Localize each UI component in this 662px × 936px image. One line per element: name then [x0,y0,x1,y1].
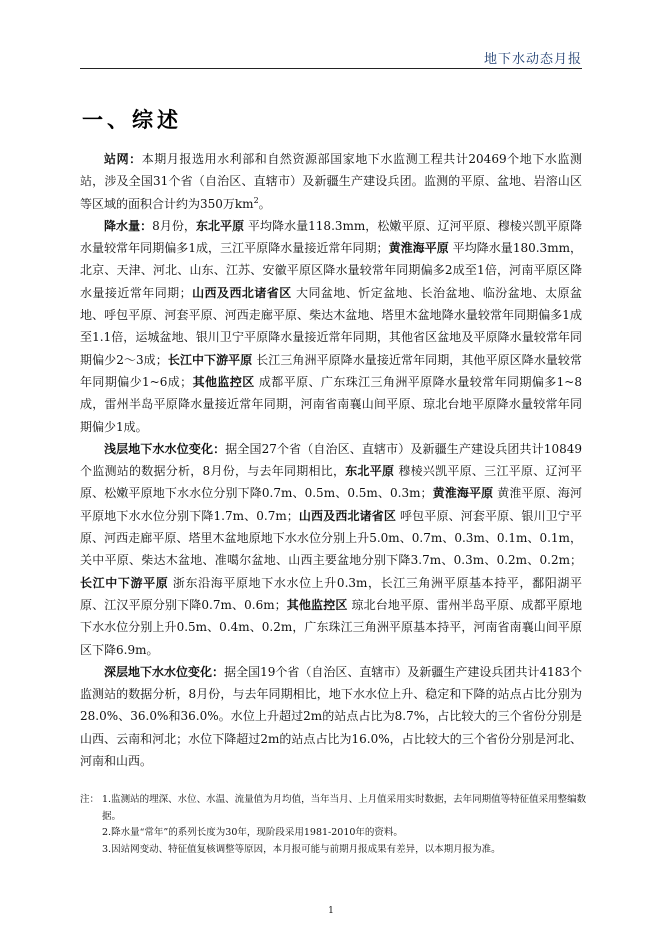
footnote-item [80,792,590,825]
region-label: 黄淮海平原 [388,241,449,256]
section-title: 一、综述 [82,108,182,132]
network-text: 本期月报选用水利部和自然资源部国家地下水监测工程共计20469个地下水监测站，涉及全国31个省（自治区、直辖市）及新疆生产建设兵团。监测的平原、盆地、岩溶山区等区域的面积合计约为350万km [80,152,582,211]
region-label: 东北平原 [345,464,395,479]
region-label: 其他监控区 [192,374,255,389]
region-label: 黄淮海平原 [432,486,494,501]
footnote-text: 2.降水量“常年”的系列长度为30年，现阶段采用1981-2010年的资料。 [102,827,403,839]
deep-text: 据全国19个省（自治区、直辖市）及新疆生产建设兵团共计4183个监测站的数据分析，8月份，与去年同期相比，地下水水位上升、稳定和下降的站点占比分别为28.0%、36.0%和36.0%。水位上升超过2m的站点占比为8.7%，占比较大的三个省份分别是山西、云南和河北；水位下降超过2m的站点占比为16.0%，占比较大的三个省份分别是河北、河南和山西。 [80,664,582,769]
footnote-item [80,842,590,859]
region-label: 长江中下游平原 [167,352,253,367]
superscript: 2 [253,195,259,205]
precip-text-3: 平均降水量180.3mm，北京、天津、河北、山东、江苏、安徽平原区降水量较常年同期偏多2成至1倍，河南平原区降水量接近常年同期； [80,241,582,300]
region-label: 其他监控区 [286,597,348,612]
header-rule [80,68,582,69]
lead-deep: 深层地下水水位变化： [104,664,225,679]
lead-network: 站网： [104,152,142,166]
footnote-text: 1.监测站的埋深、水位、水温、流量值为月均值，当年当月、上月值采用实时数据，去年同期值等特征值采用整编数据。 [102,794,587,822]
shallow-text-4: 呼包平原、河套平原、银川卫宁平原、河西走廊平原、塔里木盆地原地下水水位分别上升5.0m、0.7m、0.3m、0.1m、0.1m，关中平原、柴达木盆地、准噶尔盆地、山西主要盆地分别下降3.7m、0.3m、0.2m、0.2m； [80,508,582,568]
region-label: 长江中下游平原 [80,575,169,590]
running-header: 地下水动态月报 [483,52,582,67]
footnote-text: 3.因站网变动、特征值复核调整等原因，本月报可能与前期月报成果有差异，以本期月报为准。 [102,843,501,855]
network-text-end: 。 [258,196,271,211]
precip-text-4: 大同盆地、忻定盆地、长治盆地、临汾盆地、太原盆地、呼包平原、河套平原、河西走廊平原、柴达木盆地、塔里木盆地降水量较常年同期偏多1成至1.1倍，运城盆地、银川卫宁平原降水量接近常年同期，其他省区盆地及平原降水量较常年同期偏少2～3成； [80,285,582,367]
shallow-text-3: 黄淮平原、海河平原地下水水位分别下降1.7m、0.7m； [80,486,582,523]
footnote-item [80,825,590,842]
footnote-prefix: 注： [80,794,100,805]
region-label: 东北平原 [195,218,245,233]
precip-text-6: 成都平原、广东珠江三角洲平原降水量较常年同期偏多1~8成，雷州半岛平原降水量接近常年同期，河南省南襄山间平原、琼北台地平原降水量较常年同期偏少1成。 [80,374,582,434]
body-text [80,148,582,772]
region-label: 山西及西北诸省区 [191,285,292,300]
shallow-text-5: 浙东沿海平原地下水水位上升0.3m，长江三角洲平原基本持平，鄱阳湖平原、江汉平原分别下降0.7m、0.6m； [80,575,582,612]
lead-precipitation: 降水量： [104,218,153,233]
paragraph-network [80,148,582,215]
shallow-text-6: 琼北台地平原、雷州半岛平原、成都平原地下水水位分别上升0.5m、0.4m、0.2m，广东珠江三角洲平原基本持平，河南省南襄山间平原区下降6.9m。 [80,597,582,657]
shallow-text-1: 据全国27个省（自治区、直辖市）及新疆生产建设兵团共计10849个监测站的数据分析，8月份，与去年同期相比， [80,441,582,479]
precip-text-5: 长江三角洲平原降水量接近常年同期，其他平原区降水量较常年同期偏少1~6成； [80,352,582,389]
lead-shallow: 浅层地下水水位变化： [104,441,226,456]
precip-text-2: 平均降水量118.3mm，松嫩平原、辽河平原、穆棱兴凯平原降水量较常年同期偏多1成，三江平原降水量接近常年同期； [80,218,582,256]
paragraph-deep-groundwater [80,661,582,772]
paragraph-shallow-groundwater [80,438,582,661]
paragraph-precipitation [80,215,582,438]
region-label: 山西及西北诸省区 [298,508,397,523]
footnotes [80,792,590,858]
page-number: 1 [328,906,334,916]
shallow-text-2: 穆棱兴凯平原、三江平原、辽河平原、松嫩平原地下水水位分别下降0.7m、0.5m、0.5m、0.3m； [80,464,582,501]
precip-text-1: 8月份， [152,218,196,233]
